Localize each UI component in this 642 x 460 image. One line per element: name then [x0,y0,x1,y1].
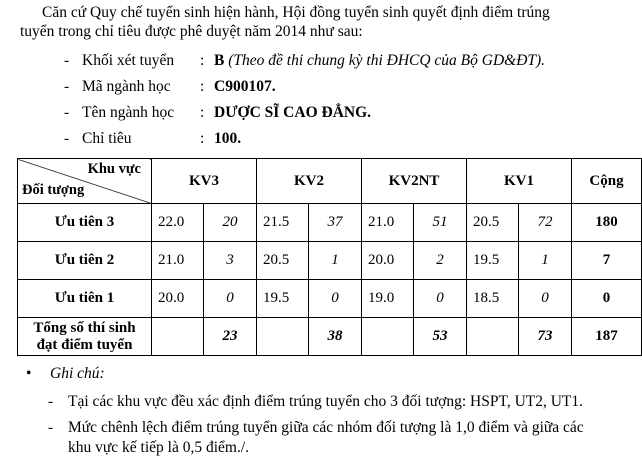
table-row [18,280,642,318]
score-table [17,158,642,356]
score-cell: 21.0 [362,204,414,242]
dash-marker: - [64,104,70,121]
summary-count: 38 [309,318,362,356]
dash-marker: - [64,78,70,95]
table-row [18,242,642,280]
notes-section [20,362,590,458]
corner-region-label: Khu vực [87,161,141,177]
info-value: C900107. [214,78,276,95]
count-cell: 37 [309,204,362,242]
score-cell: 20.5 [467,204,519,242]
dash-marker: - [64,130,70,147]
info-row-block [64,48,545,74]
info-label: Chỉ tiêu [82,130,132,147]
info-label: Tên ngành học [82,104,175,121]
notes-heading [20,362,590,386]
header-row [18,159,642,204]
info-value: B [214,52,225,69]
row-total: 7 [572,242,642,280]
notes-title: Ghi chú: [50,365,105,382]
summary-row [18,318,642,356]
summary-count: 73 [519,318,572,356]
note-text: Tại các khu vực đều xác định điểm trúng tuyển cho 3 đối tượng: HSPT, UT2, UT1. [68,393,584,410]
row-label: Ưu tiên 1 [18,280,152,318]
empty-cell [152,318,204,356]
summary-count: 53 [414,318,467,356]
summary-label-line1: Tổng số thí sinh [33,319,136,336]
row-total: 180 [572,204,642,242]
summary-label [18,318,152,356]
note-item [20,392,590,412]
region-header: KV2 [257,159,362,204]
note-text: Mức chênh lệch điểm trúng tuyển giữa các nhóm đối tượng là 1,0 điểm và giữa các khu vực kế tiếp là 0,5 điểm./. [68,419,584,456]
summary-count: 23 [204,318,257,356]
colon: : [200,78,205,95]
score-cell: 20.5 [257,242,309,280]
count-cell: 20 [204,204,257,242]
score-cell: 18.5 [467,280,519,318]
score-cell: 19.5 [467,242,519,280]
score-cell: 21.0 [152,242,204,280]
region-header: KV3 [152,159,257,204]
row-label: Ưu tiên 3 [18,204,152,242]
grand-total: 187 [572,318,642,356]
table-row [18,204,642,242]
score-cell: 21.5 [257,204,309,242]
colon: : [200,104,205,121]
region-header: KV2NT [362,159,467,204]
info-label: Khối xét tuyển [82,52,175,69]
info-value: DƯỢC SĨ CAO ĐẲNG. [214,104,372,121]
dash-marker: - [48,393,54,410]
row-total: 0 [572,280,642,318]
colon: : [200,52,205,69]
count-cell: 0 [519,280,572,318]
score-cell: 19.0 [362,280,414,318]
score-cell: 20.0 [152,280,204,318]
summary-label-line2: đạt điểm tuyển [36,336,133,353]
info-note: (Theo đề thi chung kỳ thi ĐHCQ của Bộ GD&ĐT). [228,52,546,69]
count-cell: 0 [309,280,362,318]
corner-header [18,159,152,204]
colon: : [200,130,205,147]
bullet-icon: • [26,365,32,382]
empty-cell [362,318,414,356]
info-row-major-name [64,100,545,126]
info-value: 100. [214,130,242,147]
info-row-quota [64,126,545,152]
dash-marker: - [64,52,70,69]
count-cell: 0 [414,280,467,318]
region-header: KV1 [467,159,572,204]
count-cell: 3 [204,242,257,280]
count-cell: 72 [519,204,572,242]
info-row-major-code [64,74,545,100]
count-cell: 51 [414,204,467,242]
admission-info [64,48,545,152]
empty-cell [257,318,309,356]
count-cell: 2 [414,242,467,280]
count-cell: 1 [519,242,572,280]
total-header: Cộng [572,159,642,204]
intro-paragraph: Căn cứ Quy chế tuyển sinh hiện hành, Hội đồng tuyển sinh quyết định điểm trúng tuyển trong chỉ tiêu được phê duyệt năm 2014 như sau: [20,4,550,40]
score-cell: 22.0 [152,204,204,242]
info-label: Mã ngành học [82,78,171,95]
count-cell: 0 [204,280,257,318]
dash-marker: - [48,419,54,436]
empty-cell [467,318,519,356]
count-cell: 1 [309,242,362,280]
score-cell: 19.5 [257,280,309,318]
row-label: Ưu tiên 2 [18,242,152,280]
corner-group-label: Đối tượng [22,182,85,198]
note-item [20,418,590,458]
score-cell: 20.0 [362,242,414,280]
